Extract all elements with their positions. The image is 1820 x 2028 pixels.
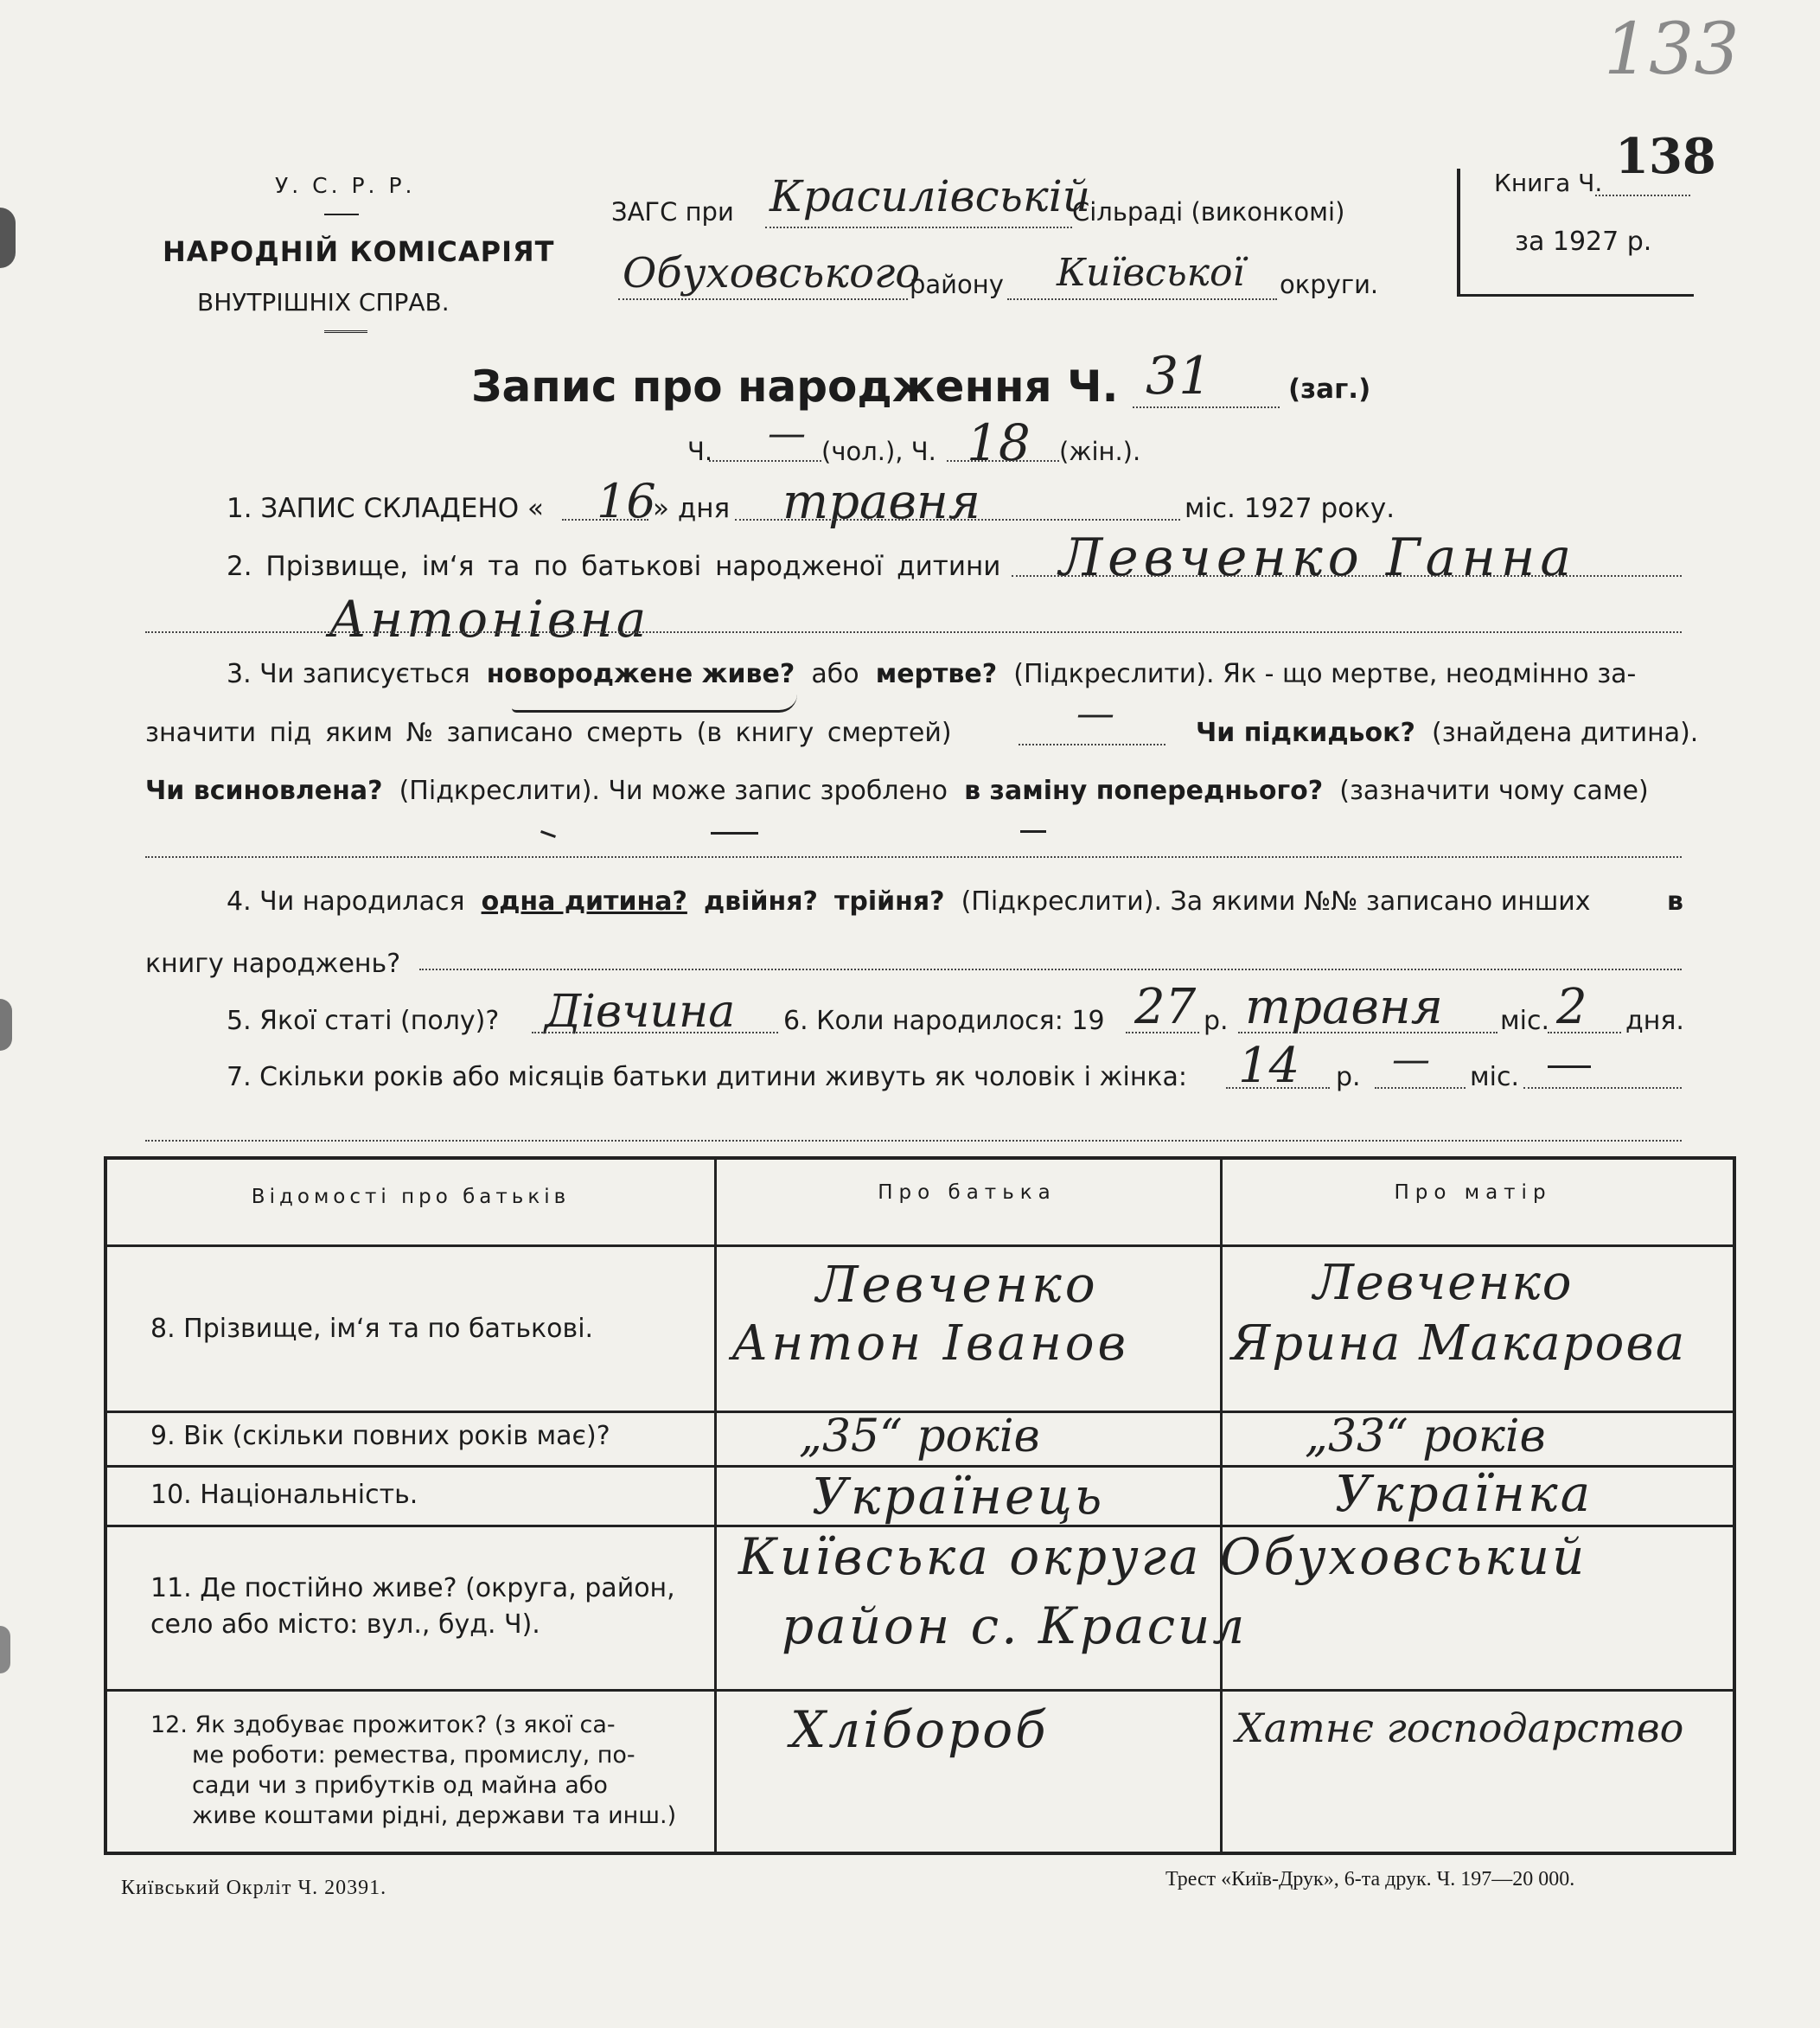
text: 12. Як здобуває прожиток? (з якої са- bbox=[150, 1711, 616, 1738]
dotted-line bbox=[145, 856, 1682, 858]
item4-end: в bbox=[1667, 886, 1683, 917]
commissariat-title: НАРОДНІЙ КОМІСАРІЯТ bbox=[163, 235, 555, 268]
record-title: Запис про народження Ч. bbox=[471, 361, 1119, 412]
dotted-line bbox=[1133, 406, 1280, 408]
footer-printer-left: Київський Окрліт Ч. 20391. bbox=[121, 1877, 387, 1899]
dotted-line bbox=[532, 1032, 778, 1033]
father-name: Антон Іванов bbox=[731, 1315, 1130, 1372]
item4-line1 bbox=[227, 886, 1591, 917]
child-patronymic: Антонівна bbox=[329, 590, 650, 649]
item3-line2-end bbox=[1196, 718, 1698, 748]
header-parents-info: Відомості про батьків bbox=[251, 1186, 571, 1208]
year-label: р. bbox=[1204, 1006, 1229, 1036]
father-age: „35“ років bbox=[799, 1411, 1040, 1462]
header-father: Про батька bbox=[878, 1181, 1057, 1204]
record-number: 31 bbox=[1146, 346, 1212, 406]
dotted-line bbox=[1548, 1032, 1621, 1033]
dotted-line bbox=[709, 460, 821, 462]
mother-nationality: Українка bbox=[1335, 1464, 1593, 1523]
text: село або місто: вул., буд. Ч). bbox=[150, 1609, 540, 1640]
dotted-line bbox=[145, 631, 1682, 633]
row-label-age: 9. Вік (скільки повних років має)? bbox=[150, 1421, 610, 1451]
marriage-years: 14 bbox=[1238, 1038, 1300, 1094]
text-dead: мертве? bbox=[875, 659, 998, 689]
row-divider bbox=[107, 1689, 1733, 1692]
mother-occupation: Хатнє господарство bbox=[1236, 1705, 1684, 1751]
okrug-label: округи. bbox=[1280, 270, 1379, 299]
text: (Підкреслити). Чи може запис зроблено bbox=[399, 776, 948, 806]
female-label: (жін.). bbox=[1059, 437, 1141, 466]
item1-label: 1. ЗАПИС СКЛАДЕНО « bbox=[227, 493, 545, 524]
father-nationality: Українець bbox=[812, 1467, 1105, 1526]
header-mother: Про матір bbox=[1394, 1181, 1552, 1204]
years-label: р. bbox=[1336, 1062, 1361, 1092]
item2-label: 2. Прізвище, ім‘я та по батькові народженої дитини bbox=[227, 551, 1001, 582]
item3-line1 bbox=[227, 659, 1636, 689]
binder-hole bbox=[0, 999, 12, 1051]
mother-surname: Левченко bbox=[1313, 1255, 1574, 1311]
pen-mark bbox=[540, 830, 556, 838]
record-suffix: (заг.) bbox=[1288, 374, 1371, 405]
parents-table bbox=[104, 1156, 1736, 1855]
underline-mark bbox=[512, 694, 797, 713]
dotted-line bbox=[1238, 1032, 1498, 1033]
record-day: 16 bbox=[597, 474, 656, 528]
child-name: Левченко Ганна bbox=[1059, 528, 1577, 588]
okrug: Київської bbox=[1057, 251, 1245, 295]
row-label-name: 8. Прізвище, ім‘я та по батькові. bbox=[150, 1314, 594, 1344]
column-divider bbox=[714, 1160, 717, 1852]
dotted-line bbox=[1523, 1087, 1682, 1089]
month-label: міс. bbox=[1500, 1006, 1549, 1036]
text: (знайдена дитина). bbox=[1431, 718, 1699, 748]
book-year: за 1927 р. bbox=[1515, 227, 1652, 257]
text: ме роботи: ремества, промислу, по- bbox=[192, 1742, 635, 1769]
row-label-occupation bbox=[150, 1710, 676, 1831]
dotted-line bbox=[1012, 575, 1682, 577]
commissariat-subtitle: ВНУТРІШНІХ СПРАВ. bbox=[197, 288, 450, 317]
dotted-line bbox=[1226, 1087, 1330, 1089]
dotted-line bbox=[145, 1140, 1682, 1142]
binder-hole bbox=[0, 1626, 10, 1673]
binder-hole bbox=[0, 208, 16, 268]
dotted-line bbox=[1007, 298, 1277, 300]
column-divider bbox=[1220, 1160, 1223, 1852]
subtitle-ch: Ч. bbox=[687, 437, 713, 466]
item3-line3 bbox=[145, 776, 1649, 806]
row-divider bbox=[107, 1244, 1733, 1247]
text-triplets: трійня? bbox=[833, 886, 945, 917]
dotted-line bbox=[419, 969, 1682, 970]
zags-suffix: Сільраді (виконкомі) bbox=[1072, 197, 1345, 227]
female-count: 18 bbox=[967, 413, 1031, 472]
district-label: району bbox=[910, 270, 1004, 299]
item6-label: 6. Коли народилося: 19 bbox=[783, 1006, 1105, 1036]
mother-name: Ярина Макарова bbox=[1231, 1315, 1687, 1372]
birth-month: травня bbox=[1245, 979, 1443, 1035]
dotted-line bbox=[1019, 744, 1165, 745]
text-single-child: одна дитина? bbox=[481, 886, 687, 917]
text: або bbox=[811, 659, 859, 689]
birth-day: 2 bbox=[1556, 979, 1587, 1035]
zags-prefix: ЗАГС при bbox=[611, 197, 734, 227]
male-label: (чол.), Ч. bbox=[821, 437, 936, 466]
item1-suffix: міс. 1927 року. bbox=[1185, 493, 1395, 524]
item7-label: 7. Скільки років або місяців батьки дитини живуть як чоловік і жінка: bbox=[227, 1062, 1188, 1092]
book-label: Книга Ч. bbox=[1494, 169, 1603, 197]
village-council: Красилівській bbox=[770, 171, 1090, 221]
dotted-line bbox=[735, 519, 1180, 521]
text: (зазначити чому саме) bbox=[1339, 776, 1649, 806]
text: сади чи з прибутків од майна або bbox=[192, 1772, 608, 1799]
mother-age: „33“ років bbox=[1305, 1411, 1546, 1462]
dotted-line bbox=[1375, 1087, 1466, 1089]
residence-line1: Київська округа Обуховський bbox=[738, 1527, 1587, 1586]
dotted-line bbox=[1126, 1032, 1199, 1033]
item5-label: 5. Якої статі (полу)? bbox=[227, 1006, 500, 1036]
dotted-line bbox=[562, 519, 648, 521]
pen-mark bbox=[1548, 1065, 1591, 1068]
item3-line2: значити під яким № записано смерть (в книгу смертей) bbox=[145, 718, 952, 748]
dotted-line bbox=[1595, 195, 1690, 196]
dotted-line bbox=[618, 298, 908, 300]
district: Обуховського bbox=[623, 249, 921, 297]
day-label: дня. bbox=[1625, 1006, 1684, 1036]
birth-year: 27 bbox=[1134, 979, 1197, 1035]
text-twins: двійня? bbox=[703, 886, 818, 917]
row-label-residence bbox=[150, 1571, 675, 1643]
residence-line2: район с. Красил bbox=[782, 1596, 1248, 1655]
text-foundling: Чи підкидьок? bbox=[1196, 718, 1415, 748]
book-number: 138 bbox=[1615, 128, 1716, 185]
ussr-label: У. С. Р. Р. bbox=[275, 173, 416, 198]
text: живе коштами рідні, держави та инш.) bbox=[192, 1802, 677, 1829]
divider bbox=[324, 214, 359, 215]
row-label-nationality: 10. Національність. bbox=[150, 1480, 418, 1510]
dotted-line bbox=[765, 227, 1072, 228]
record-month: травня bbox=[782, 474, 980, 530]
item4-line2: книгу народжень? bbox=[145, 949, 401, 979]
death-record-number: — bbox=[1076, 692, 1114, 736]
father-occupation: Хлібороб bbox=[790, 1700, 1049, 1759]
text: 3. Чи записується bbox=[227, 659, 470, 689]
item1-day-label: » дня bbox=[653, 493, 731, 524]
child-sex: Дівчина bbox=[545, 986, 736, 1038]
months-label: міс. bbox=[1470, 1062, 1519, 1092]
dotted-line bbox=[947, 460, 1059, 462]
father-surname: Левченко bbox=[816, 1255, 1099, 1314]
marriage-months: — bbox=[1392, 1038, 1430, 1082]
text-replacement: в заміну попереднього? bbox=[964, 776, 1324, 806]
text: 4. Чи народилася bbox=[227, 886, 465, 917]
archive-number: 133 bbox=[1604, 9, 1740, 91]
divider bbox=[324, 330, 367, 333]
text: 11. Де постійно живе? (округа, район, bbox=[150, 1573, 675, 1603]
text: (Підкреслити). Як - що мертве, неодмінно за- bbox=[1013, 659, 1637, 689]
pen-mark bbox=[711, 832, 758, 835]
male-count: — bbox=[768, 412, 806, 456]
footer-printer-right: Трест «Київ-Друк», 6-та друк. Ч. 197—20 000. bbox=[1165, 1868, 1575, 1890]
text-alive: новороджене живе? bbox=[486, 659, 795, 689]
pen-mark bbox=[1020, 830, 1046, 833]
text-adopted: Чи всиновлена? bbox=[145, 776, 383, 806]
text: (Підкреслити). За якими №№ записано инших bbox=[961, 886, 1591, 917]
